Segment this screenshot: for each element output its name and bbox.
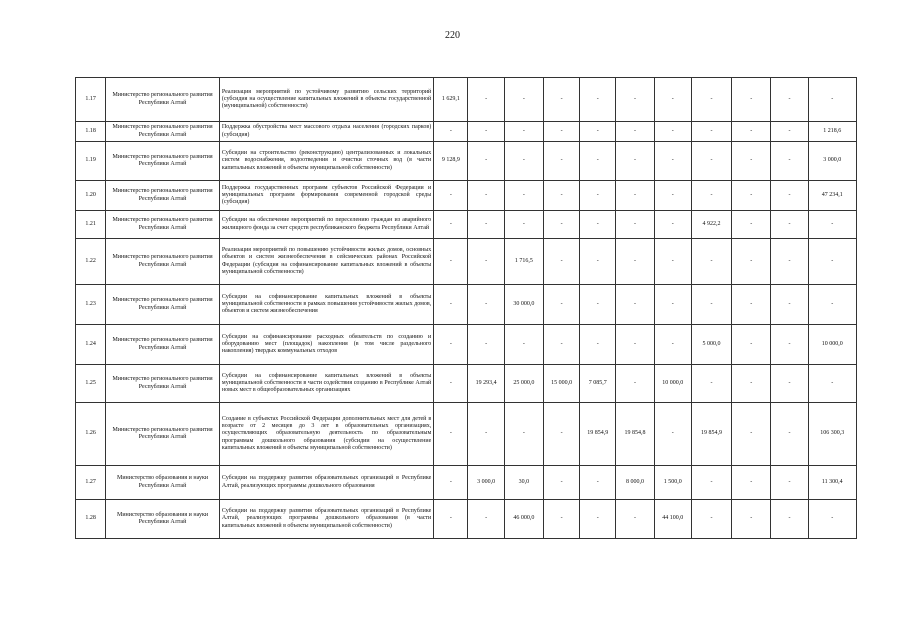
amount-cell: 1 629,1 [434,78,468,122]
responsible-org: Министерство регионального развития Республики Алтай [106,239,220,285]
amount-cell: - [808,500,856,539]
row-number: 1.27 [76,466,106,500]
amount-cell: - [543,181,579,211]
row-number: 1.25 [76,365,106,403]
amount-cell: - [732,211,771,239]
amount-cell: - [808,365,856,403]
amount-cell: 1 716,5 [504,239,543,285]
amount-cell: - [771,285,808,325]
amount-cell: - [771,122,808,142]
amount-cell: - [543,78,579,122]
amount-cell: - [543,403,579,466]
amount-cell: - [580,466,616,500]
amount-cell: - [616,365,654,403]
amount-cell: - [580,122,616,142]
amount-cell: 7 085,7 [580,365,616,403]
amount-cell: - [771,78,808,122]
row-number: 1.20 [76,181,106,211]
amount-cell: - [580,142,616,181]
amount-cell: - [732,142,771,181]
amount-cell: - [543,466,579,500]
amount-cell: - [691,466,731,500]
row-number: 1.19 [76,142,106,181]
table-row [76,403,857,466]
amount-cell: - [654,239,691,285]
amount-cell: 1 500,0 [654,466,691,500]
row-number: 1.24 [76,325,106,365]
amount-cell: - [504,403,543,466]
amount-cell: - [504,325,543,365]
amount-cell: 1 218,6 [808,122,856,142]
table-row [76,122,857,142]
amount-cell: 10 000,0 [654,365,691,403]
amount-cell: - [732,78,771,122]
responsible-org: Министерство образования и науки Республики Алтай [106,500,220,539]
amount-cell: 44 100,0 [654,500,691,539]
amount-cell: 5 000,0 [691,325,731,365]
measure-description: Субсидии на поддержку развития образовательных организаций в Республике Алтай, реализующих программы дошкольного образования (в части капитальных вложений в объекты муниципальной собственности) [219,500,433,539]
measure-description: Реализация мероприятий по повышению устойчивости жилых домов, основных объектов и систем жизнеобеспечения в сейсмических районах Российской Федерации (субсидия на софинансирование капитальных вложений в объекты муниципальной собственности) [219,239,433,285]
amount-cell: - [732,500,771,539]
table-row [76,285,857,325]
amount-cell: - [691,365,731,403]
responsible-org: Министерство образования и науки Республики Алтай [106,466,220,500]
responsible-org: Министерство регионального развития Республики Алтай [106,403,220,466]
amount-cell: - [434,211,468,239]
amount-cell: 11 300,4 [808,466,856,500]
row-number: 1.21 [76,211,106,239]
amount-cell: - [616,325,654,365]
amount-cell: - [732,285,771,325]
amount-cell: - [580,181,616,211]
measure-description: Поддержка государственных программ субъектов Российской Федерации и муниципальных программ формирования современной городской среды (субсидия) [219,181,433,211]
amount-cell: - [808,78,856,122]
amount-cell: - [468,142,504,181]
responsible-org: Министерство регионального развития Республики Алтай [106,78,220,122]
amount-cell: - [691,142,731,181]
amount-cell: - [732,239,771,285]
amount-cell: 4 922,2 [691,211,731,239]
amount-cell: 19 854,9 [691,403,731,466]
amount-cell: - [691,78,731,122]
amount-cell: - [543,122,579,142]
amount-cell: - [808,239,856,285]
amount-cell: - [771,142,808,181]
amount-cell: - [616,122,654,142]
table-row [76,78,857,122]
amount-cell: - [468,122,504,142]
measure-description: Субсидии на софинансирование капитальных вложений в объекты муниципальной собственности в рамках повышения устойчивости жилых домов, объектов и систем жизнеобеспечения [219,285,433,325]
amount-cell: 9 128,9 [434,142,468,181]
amount-cell: - [654,325,691,365]
amount-cell: - [434,285,468,325]
amount-cell: - [543,211,579,239]
responsible-org: Министерство регионального развития Республики Алтай [106,122,220,142]
table-row [76,142,857,181]
table-row [76,239,857,285]
measure-description: Субсидии на обеспечение мероприятий по переселению граждан из аварийного жилищного фонда за счет средств республиканского бюджета Республики Алтай [219,211,433,239]
amount-cell: - [543,325,579,365]
amount-cell: 19 854,8 [616,403,654,466]
amount-cell: - [654,181,691,211]
amount-cell: - [732,325,771,365]
measure-description: Реализация мероприятий по устойчивому развитию сельских территорий (субсидия на осуществление капитальных вложений в объекты государственной (муниципальной) собственности) [219,78,433,122]
subsidy-table [75,77,857,539]
amount-cell: - [543,500,579,539]
amount-cell: - [580,78,616,122]
responsible-org: Министерство регионального развития Республики Алтай [106,181,220,211]
measure-description: Субсидии на поддержку развития образовательных организаций в Республике Алтай, реализующих программы дошкольного образования [219,466,433,500]
amount-cell: 15 000,0 [543,365,579,403]
responsible-org: Министерство регионального развития Республики Алтай [106,325,220,365]
amount-cell: 3 000,0 [468,466,504,500]
amount-cell: - [543,285,579,325]
amount-cell: - [504,122,543,142]
amount-cell: - [732,122,771,142]
amount-cell: - [732,181,771,211]
amount-cell: - [580,325,616,365]
measure-description: Субсидии на софинансирование капитальных вложений в объекты муниципальной собственности в части содействия созданию в Республике Алтай новых мест в общеобразовательных организациях [219,365,433,403]
amount-cell: - [616,211,654,239]
amount-cell: - [468,403,504,466]
amount-cell: - [691,500,731,539]
amount-cell: - [808,285,856,325]
row-number: 1.17 [76,78,106,122]
amount-cell: 3 000,0 [808,142,856,181]
amount-cell: - [434,325,468,365]
amount-cell: - [691,239,731,285]
amount-cell: - [434,403,468,466]
amount-cell: - [434,466,468,500]
amount-cell: 47 234,1 [808,181,856,211]
amount-cell: - [434,122,468,142]
amount-cell: 10 000,0 [808,325,856,365]
amount-cell: - [580,285,616,325]
amount-cell: - [732,365,771,403]
amount-cell: - [616,142,654,181]
responsible-org: Министерство регионального развития Республики Алтай [106,142,220,181]
measure-description: Субсидии на строительство (реконструкцию) централизованных и локальных систем водоснабжения, водоотведения и очистки сточных вод (в части капитальных вложений в объекты муниципальной собственности) [219,142,433,181]
row-number: 1.22 [76,239,106,285]
amount-cell: 19 854,9 [580,403,616,466]
responsible-org: Министерство регионального развития Республики Алтай [106,285,220,325]
amount-cell: 30 000,0 [504,285,543,325]
amount-cell: - [732,466,771,500]
measure-description: Субсидии на софинансирование расходных обязательств по созданию и оборудованию мест (площадок) накопления (в том числе раздельного накопления) твердых коммунальных отходов [219,325,433,365]
table-row [76,325,857,365]
responsible-org: Министерство регионального развития Республики Алтай [106,365,220,403]
amount-cell: - [654,122,691,142]
amount-cell: - [580,239,616,285]
table-row [76,181,857,211]
amount-cell: - [580,500,616,539]
amount-cell: - [654,211,691,239]
table-row [76,211,857,239]
amount-cell: - [468,78,504,122]
amount-cell: - [504,142,543,181]
row-number: 1.18 [76,122,106,142]
amount-cell: - [771,466,808,500]
amount-cell: - [468,239,504,285]
table-row [76,466,857,500]
amount-cell: - [771,500,808,539]
row-number: 1.26 [76,403,106,466]
amount-cell: - [808,211,856,239]
amount-cell: 19 293,4 [468,365,504,403]
amount-cell: - [771,239,808,285]
amount-cell: - [616,78,654,122]
amount-cell: - [543,142,579,181]
amount-cell: - [580,211,616,239]
measure-description: Создание в субъектах Российской Федерации дополнительных мест для детей в возрасте от 2 месяцев до 3 лет в образовательных организациях, осуществляющих образовательную деятельность по образовательным программам дошкольного образования (субсидии на осуществление капитальных вложений в объекты муниципальной собственности) [219,403,433,466]
table-row [76,500,857,539]
amount-cell: - [543,239,579,285]
amount-cell: - [616,239,654,285]
amount-cell: - [434,500,468,539]
table-row [76,365,857,403]
amount-cell: - [468,325,504,365]
amount-cell: - [654,142,691,181]
amount-cell: - [771,403,808,466]
amount-cell: - [771,181,808,211]
amount-cell: - [654,78,691,122]
amount-cell: - [616,500,654,539]
row-number: 1.23 [76,285,106,325]
row-number: 1.28 [76,500,106,539]
amount-cell: - [691,122,731,142]
amount-cell: 106 300,3 [808,403,856,466]
amount-cell: - [771,211,808,239]
amount-cell: - [468,500,504,539]
responsible-org: Министерство регионального развития Республики Алтай [106,211,220,239]
amount-cell: - [468,211,504,239]
measure-description: Поддержка обустройства мест массового отдыха населения (городских парков) (субсидия) [219,122,433,142]
amount-cell: - [468,285,504,325]
amount-cell: - [691,285,731,325]
amount-cell: - [616,181,654,211]
amount-cell: - [504,181,543,211]
amount-cell: - [654,285,691,325]
amount-cell: 8 000,0 [616,466,654,500]
amount-cell: - [504,78,543,122]
amount-cell: - [434,365,468,403]
amount-cell: 30,0 [504,466,543,500]
amount-cell: - [504,211,543,239]
amount-cell: - [732,403,771,466]
amount-cell: - [771,365,808,403]
amount-cell: - [691,181,731,211]
amount-cell: - [468,181,504,211]
amount-cell: - [616,285,654,325]
amount-cell: 46 000,0 [504,500,543,539]
page-number: 220 [445,30,460,41]
amount-cell: - [771,325,808,365]
amount-cell: - [434,239,468,285]
amount-cell: 25 000,0 [504,365,543,403]
amount-cell: - [434,181,468,211]
amount-cell: - [654,403,691,466]
